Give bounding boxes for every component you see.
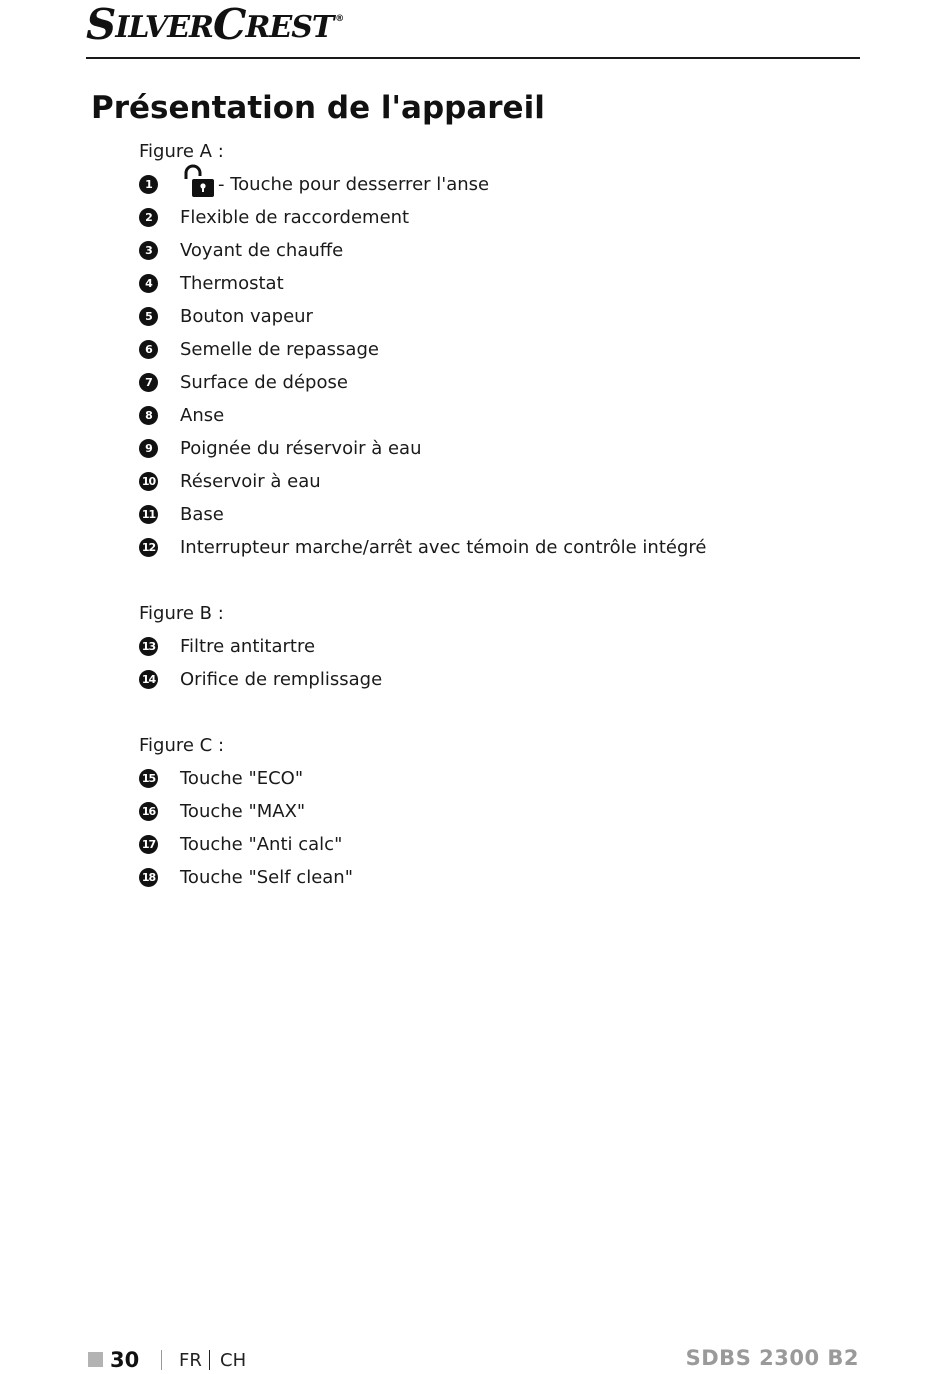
item-number: 14 <box>139 670 158 689</box>
item-number: 17 <box>139 835 158 854</box>
item-text: Touche "ECO" <box>180 768 304 789</box>
brand-logo-letters: REST <box>245 10 334 45</box>
footer-square-marker <box>88 1352 103 1367</box>
brand-logo-letter: C <box>213 0 246 49</box>
item-number: 12 <box>139 538 158 557</box>
item-text: Semelle de repassage <box>180 339 379 360</box>
header-rule <box>86 57 860 59</box>
footer-lang-ch: CH <box>220 1350 247 1371</box>
item-text: Flexible de raccordement <box>180 207 410 228</box>
item-number: 15 <box>139 769 158 788</box>
list-item <box>139 432 859 465</box>
figure-c-label: Figure C : <box>139 735 225 756</box>
item-text: Filtre antitartre <box>180 636 316 657</box>
item-number: 11 <box>139 505 158 524</box>
list-item <box>139 366 859 399</box>
item-number: 9 <box>139 439 158 458</box>
item-text: Voyant de chauffe <box>180 240 344 261</box>
list-item <box>139 201 859 234</box>
item-text: Touche "Anti calc" <box>180 834 343 855</box>
item-number: 16 <box>139 802 158 821</box>
item-text: Thermostat <box>180 273 284 294</box>
item-number: 10 <box>139 472 158 491</box>
list-item <box>139 498 859 531</box>
unlock-icon <box>180 163 216 199</box>
item-number: 1 <box>139 175 158 194</box>
model-number: SDBS 2300 B2 <box>685 1346 859 1370</box>
list-item <box>139 168 859 201</box>
list-item <box>139 861 859 894</box>
spacer <box>139 564 859 597</box>
list-item <box>139 333 859 366</box>
list-item <box>139 234 859 267</box>
brand-logo <box>86 2 343 48</box>
item-text: Interrupteur marche/arrêt avec témoin de contrôle intégré <box>180 537 707 558</box>
list-item <box>139 630 859 663</box>
list-item <box>139 399 859 432</box>
list-item <box>139 465 859 498</box>
item-text: - Touche pour desserrer l'anse <box>218 174 490 195</box>
brand-logo-letter: S <box>86 0 116 49</box>
item-number: 18 <box>139 868 158 887</box>
item-number: 8 <box>139 406 158 425</box>
item-text: Orifice de remplissage <box>180 669 383 690</box>
list-item <box>139 795 859 828</box>
page-title: Présentation de l'appareil <box>91 90 545 126</box>
list-item <box>139 267 859 300</box>
item-number: 3 <box>139 241 158 260</box>
list-item <box>139 300 859 333</box>
figure-a-label: Figure A : <box>139 141 224 162</box>
item-text: Touche "Self clean" <box>180 867 353 888</box>
item-text: Touche "MAX" <box>180 801 306 822</box>
parts-list <box>139 135 859 894</box>
footer-divider <box>209 1350 210 1370</box>
item-text: Réservoir à eau <box>180 471 321 492</box>
item-text: Poignée du réservoir à eau <box>180 438 422 459</box>
registered-mark: ® <box>335 14 344 24</box>
footer-divider <box>161 1350 162 1370</box>
list-item <box>139 828 859 861</box>
item-number: 6 <box>139 340 158 359</box>
brand-logo-letters: ILVER <box>115 10 213 45</box>
item-text: Anse <box>180 405 225 426</box>
item-number: 7 <box>139 373 158 392</box>
item-number: 4 <box>139 274 158 293</box>
item-text: Bouton vapeur <box>180 306 313 327</box>
item-number: 13 <box>139 637 158 656</box>
item-text: Base <box>180 504 224 525</box>
list-item <box>139 531 859 564</box>
item-text: Surface de dépose <box>180 372 348 393</box>
item-number: 2 <box>139 208 158 227</box>
footer-lang-fr: FR <box>179 1350 202 1371</box>
page-number: 30 <box>110 1348 140 1372</box>
list-item <box>139 663 859 696</box>
figure-b-label: Figure B : <box>139 603 224 624</box>
item-number: 5 <box>139 307 158 326</box>
list-item <box>139 762 859 795</box>
spacer <box>139 696 859 729</box>
